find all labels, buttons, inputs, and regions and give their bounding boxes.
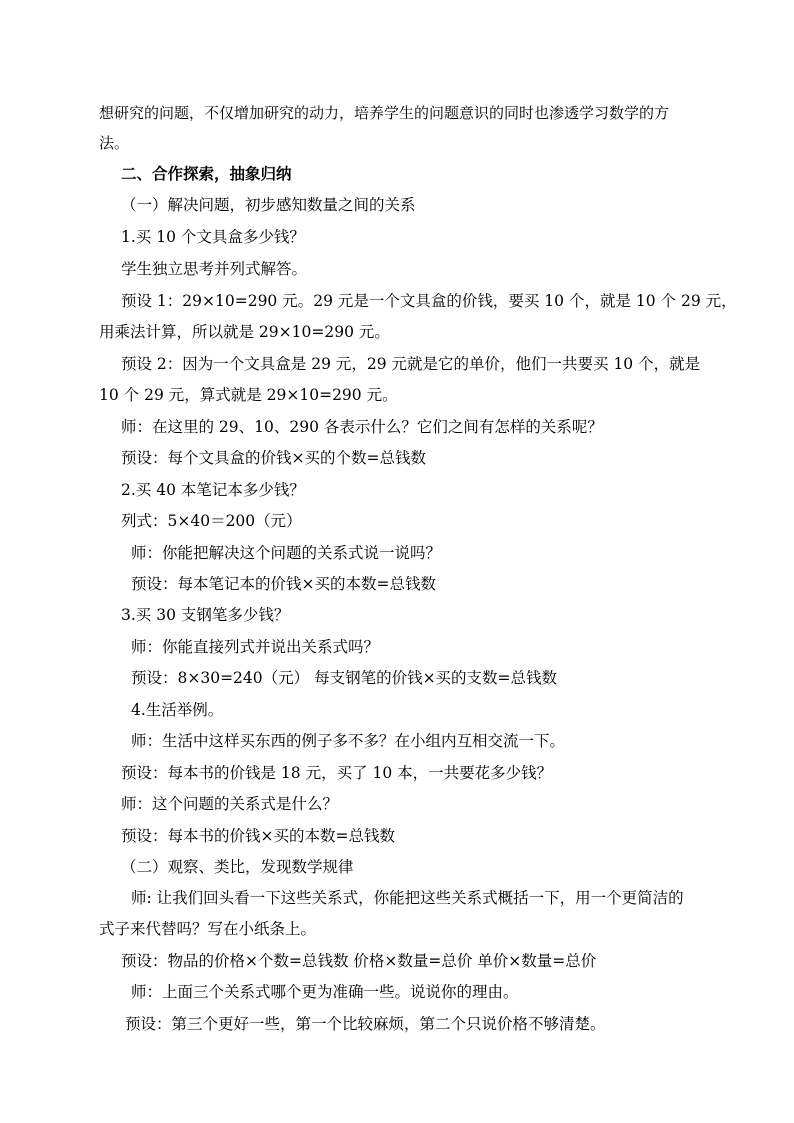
paragraph: 列式：5×40＝200（元） [121, 512, 302, 530]
paragraph: 师：你能把解决这个问题的关系式说一说吗？ [131, 544, 442, 562]
paragraph: 预设：每本书的价钱×买的本数=总钱数 [121, 827, 395, 845]
paragraph: 10 个 29 元，算式就是 29×10=290 元。 [99, 386, 398, 404]
paragraph: 预设：物品的价格×个数=总钱数 价格×数量=总价 单价×数量=总价 [121, 952, 597, 970]
paragraph: 预设：每本书的价钱是 18 元，买了 10 本，一共要花多少钱？ [121, 764, 553, 782]
subsection-heading-1: （一）解决问题，初步感知数量之间的关系 [121, 196, 416, 214]
paragraph: 师: 让我们回头看一下这些关系式，你能把这些关系式概括一下，用一个更简洁的 [131, 889, 684, 907]
paragraph: 师：在这里的 29、10、290 各表示什么？它们之间有怎样的关系呢？ [121, 418, 603, 436]
question-2: 2.买 40 本笔记本多少钱？ [121, 481, 305, 499]
question-1: 1.买 10 个文具盒多少钱？ [121, 228, 305, 246]
paragraph: 预设 2：因为一个文具盒是 29 元，29 元就是它的单价，他们一共要买 10 个，就是 [121, 355, 701, 373]
paragraph: 师：这个问题的关系式是什么？ [121, 795, 339, 813]
paragraph: 师：生活中这样买东西的例子多不多？在小组内互相交流一下。 [131, 732, 566, 750]
paragraph: 预设：每本笔记本的价钱×买的本数=总钱数 [131, 575, 436, 593]
subsection-heading-2: （二）观察、类比，发现数学规律 [121, 858, 354, 876]
paragraph: 预设：8×30=240（元） 每支钢笔的价钱×买的支数=总钱数 [131, 669, 558, 687]
paragraph: 学生独立思考并列式解答。 [121, 260, 308, 278]
paragraph: 师：上面三个关系式哪个更为准确一些。说说你的理由。 [131, 983, 519, 1001]
intro-line-1: 想研究的问题，不仅增加研究的动力，培养学生的问题意识的同时也渗透学习数学的方 [99, 104, 670, 122]
question-3: 3.买 30 支钢笔多少钱？ [121, 606, 290, 624]
paragraph: 式子来代替吗？写在小纸条上。 [99, 920, 317, 938]
paragraph: 师：你能直接列式并说出关系式吗？ [131, 638, 380, 656]
intro-line-2: 法。 [99, 134, 130, 152]
paragraph: 预设：第三个更好一些，第一个比较麻烦，第二个只说价格不够清楚。 [125, 1015, 606, 1033]
paragraph: 预设 1：29×10=290 元。29 元是一个文具盒的价钱，要买 10 个，就是 10 个 29 元， [121, 292, 737, 310]
question-4: 4.生活举例。 [131, 701, 224, 719]
paragraph: 预设：每个文具盒的价钱×买的个数=总钱数 [121, 449, 426, 467]
paragraph: 用乘法计算，所以就是 29×10=290 元。 [99, 323, 390, 341]
section-heading: 二、合作探索，抽象归纳 [121, 164, 292, 183]
